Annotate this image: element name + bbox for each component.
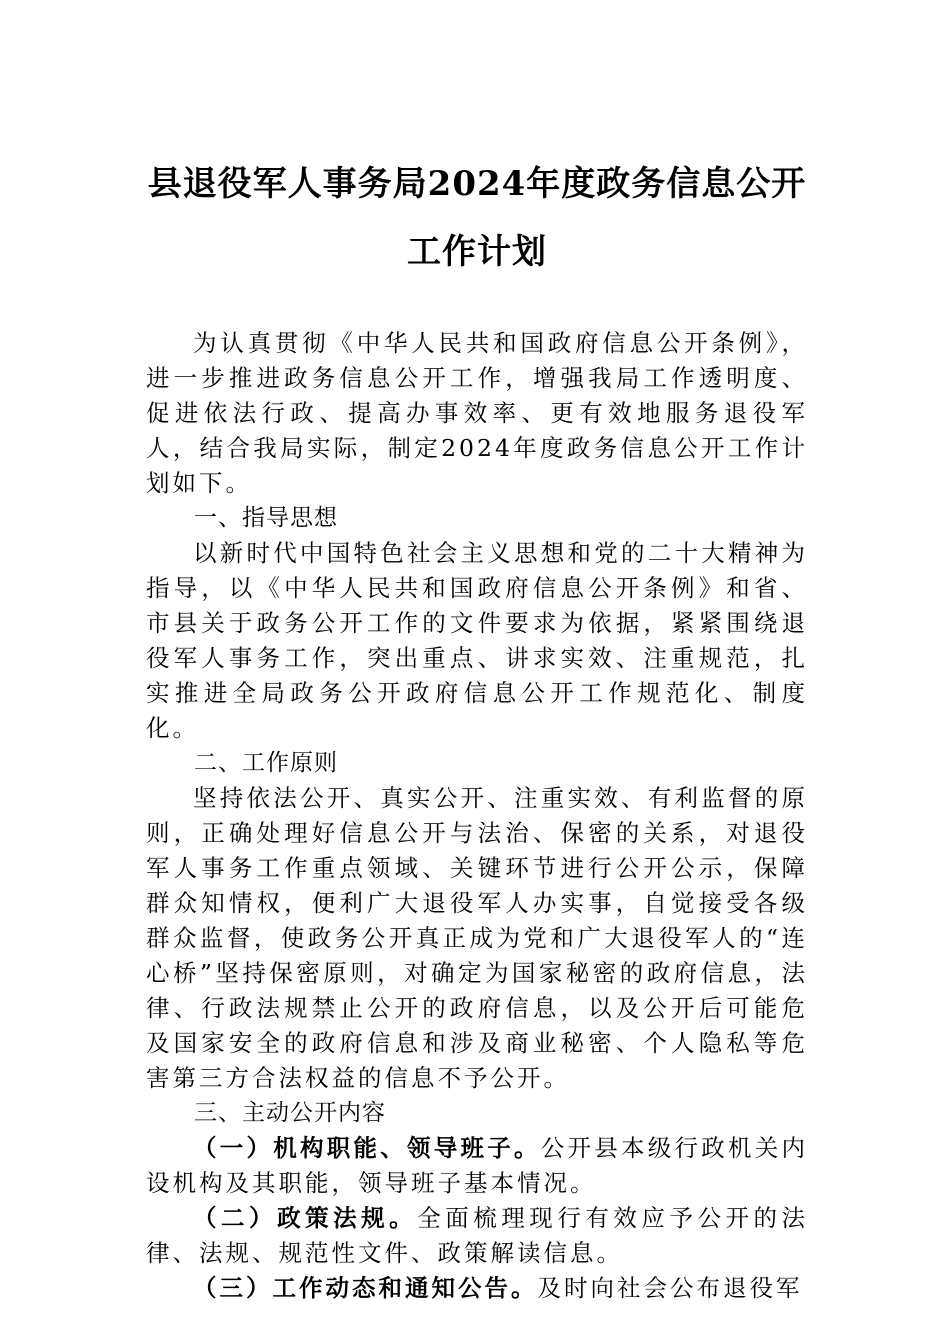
intro-paragraph: 为认真贯彻《中华人民共和国政府信息公开条例》，进一步推进政务信息公开工作，增强我局工作透明度、促进依法行政、提高办事效率、更有效地服务退役军人，结合我局实际，制定2024年度政务信息公开工作计划如下。 [146,329,808,497]
content-item-1-text: 公开县本级行政机关内设机构及其职能，领导班子基本情况。 [146,1134,808,1197]
section-heading-public-content: 三、主动公开内容 [194,1100,386,1126]
section-heading-guiding-ideology: 一、指导思想 [194,505,338,531]
title-line-2: 工作计划 [407,232,547,272]
section-body-guiding-ideology: 以新时代中国特色社会主义思想和党的二十大精神为指导，以《中华人民共和国政府信息公开条例》和省、市县关于政务公开工作的文件要求为依据，紧紧围绕退役军人事务工作，突出重点、讲求实效、注重规范，扎实推进全局政务公开政府信息公开工作规范化、制度化。 [146,539,808,742]
content-item-2-text: 全面梳理现行有效应予公开的法律、法规、规范性文件、政策解读信息。 [146,1204,809,1267]
content-item-1-label: （一）机构职能、领导班子。 [193,1134,541,1162]
content-item-3-text: 及时向社会公布退役军 [537,1274,803,1302]
content-item-3 [146,1271,808,1306]
section-body-work-principles: 坚持依法公开、真实公开、注重实效、有利监督的原则，正确处理好信息公开与法治、保密的关系，对退役军人事务工作重点领域、关键环节进行公开公示，保障群众知情权，便利广大退役军人办实事，自觉接受各级群众监督，使政务公开真正成为党和广大退役军人的“连心桥”坚持保密原则，对确定为国家秘密的政府信息，法律、行政法规禁止公开的政府信息，以及公开后可能危及国家安全的政府信息和涉及商业秘密、个人隐私等危害第三方合法权益的信息不予公开。 [146,784,808,1092]
content-item-3-label: （三）工作动态和通知公告。 [193,1274,538,1302]
title-line-1: 县退役军人事务局2024年度政务信息公开 [147,164,807,204]
content-item-2 [146,1201,808,1271]
section-heading-work-principles: 二、工作原则 [194,750,338,776]
content-item-1 [146,1131,808,1201]
content-item-2-label: （二）政策法规。 [193,1204,418,1232]
document-title [146,150,808,286]
